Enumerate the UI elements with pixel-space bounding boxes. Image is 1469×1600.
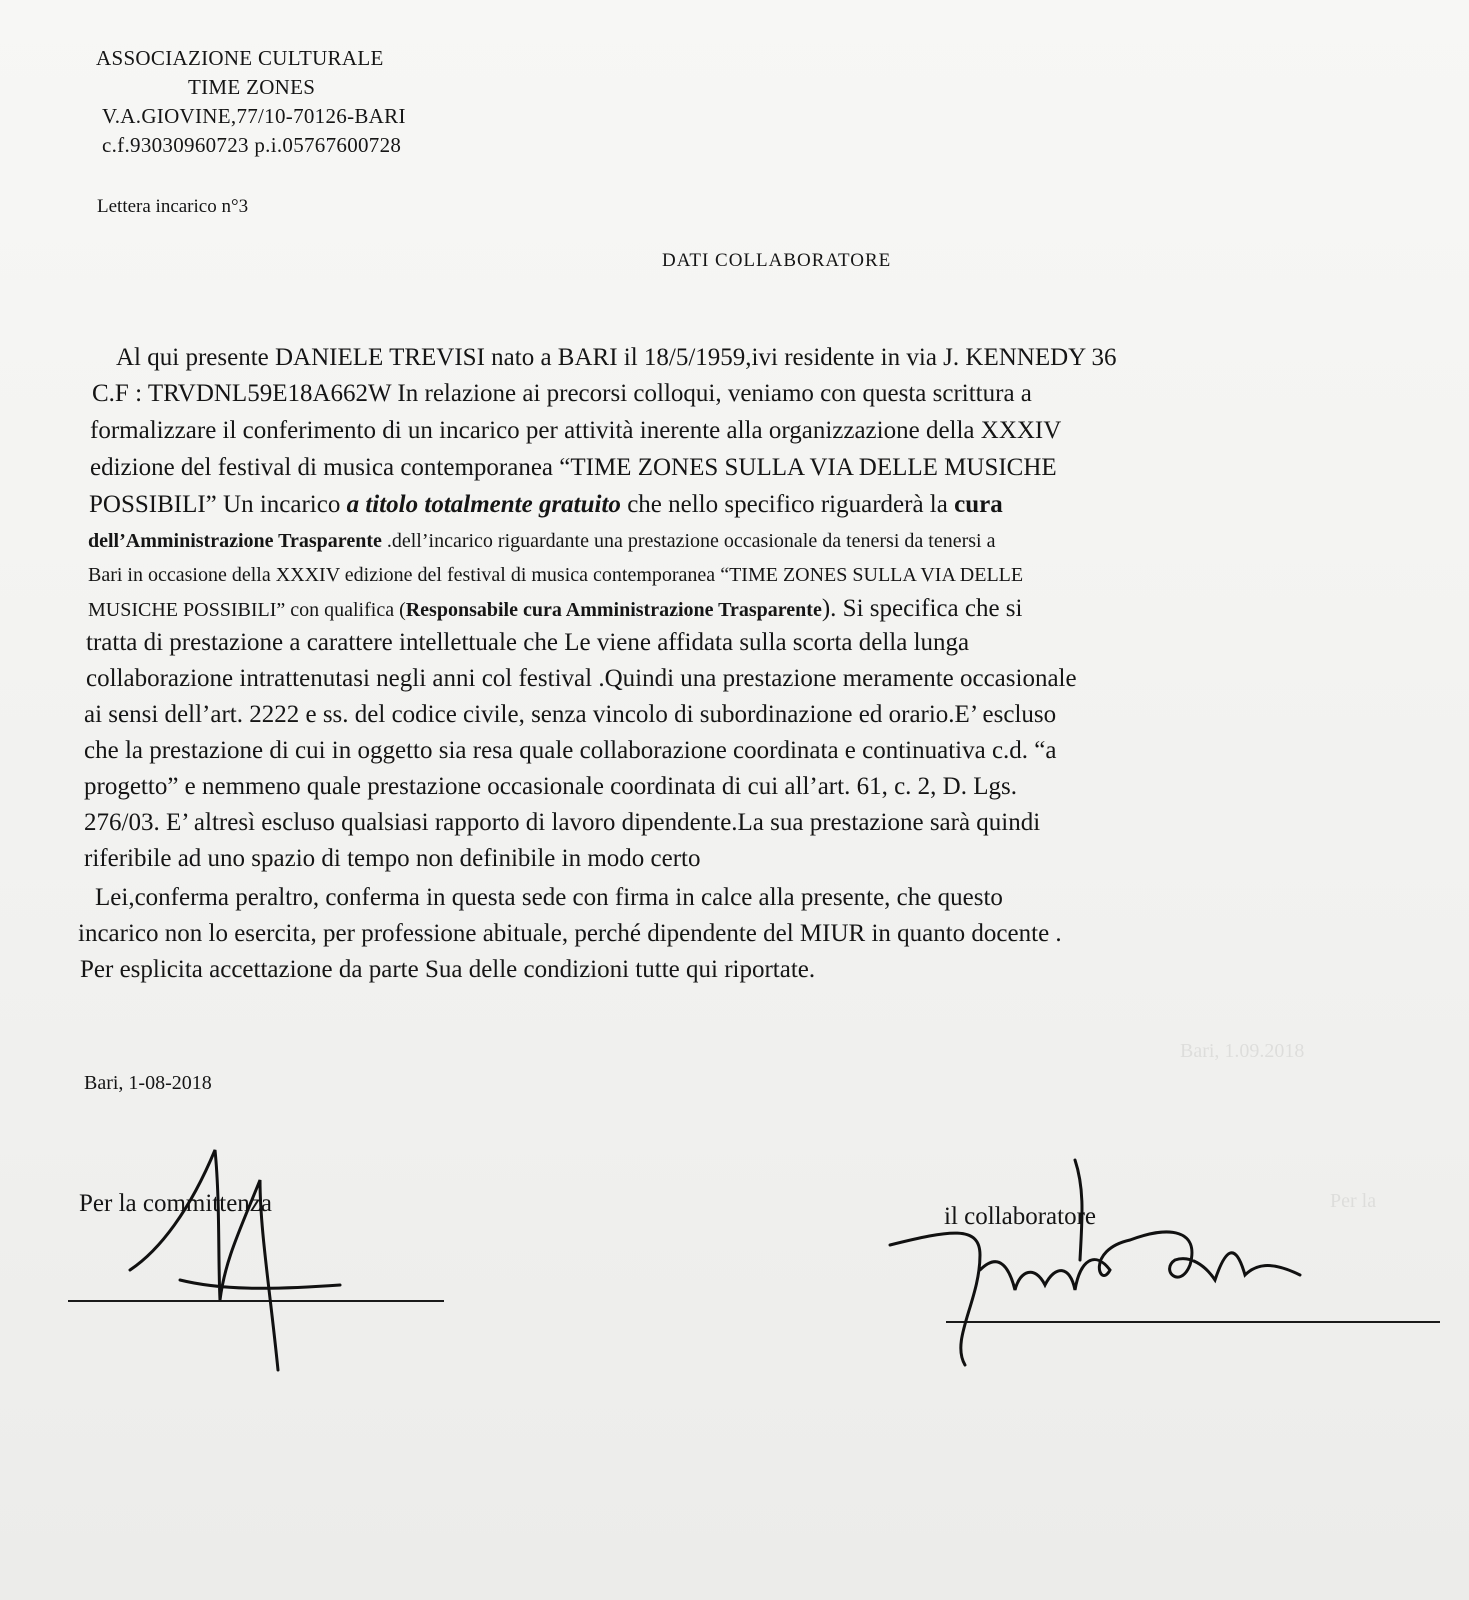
body-line: Al qui presente DANIELE TREVISI nato a BARI il 18/5/1959,ivi residente in via J. KENNEDY 36 [116,344,1117,371]
header-tax-codes: c.f.93030960723 p.i.05767600728 [102,133,402,157]
header-subname: TIME ZONES [188,75,316,99]
body-line: MUSICHE POSSIBILI” con qualifica (Responsabile cura Amministrazione Trasparente). Si specifica che si [88,595,1023,622]
bleed-through-text: Per la [1330,1190,1377,1212]
body-line: C.F : TRVDNL59E18A662W In relazione ai precorsi colloqui, veniamo con questa scrittura a [92,380,1032,407]
header-name: ASSOCIAZIONE CULTURALE [96,46,384,70]
bleed-through-text: Bari, 1.09.2018 [1180,1040,1305,1062]
body-line: che la prestazione di cui in oggetto sia resa quale collaborazione coordinata e continuativa c.d. “a [84,737,1057,764]
body-line: tratta di prestazione a carattere intellettuale che Le viene affidata sulla scorta della lunga [86,629,970,656]
body-line: 276/03. E’ altresì escluso qualsiasi rapporto di lavoro dipendente.La sua prestazione sarà quindi [84,809,1041,836]
letter-reference: Lettera incarico n°3 [97,196,249,217]
document-title: DATI COLLABORATORE [662,250,892,271]
collaborator-signature-label: il collaboratore [944,1203,1097,1230]
association-header [96,44,406,160]
body-line: collaborazione intrattenutasi negli anni col festival .Quindi una prestazione meramente occasionale [86,665,1077,692]
body-line: formalizzare il conferimento di un incarico per attività inerente alla organizzazione della XXXIV [90,417,1062,444]
body-line: POSSIBILI” Un incarico a titolo totalmente gratuito che nello specifico riguarderà la cura [89,491,1003,518]
client-signature-label: Per la committenza [79,1190,272,1217]
body-line: incarico non lo esercita, per professione abituale, perché dipendente del MIUR in quanto docente . [78,920,1062,947]
body-line: ai sensi dell’art. 2222 e ss. del codice civile, senza vincolo di subordinazione ed orario.E’ escluso [84,701,1057,728]
collaborator-signature [870,1150,1340,1380]
gratuitous-emphasis: a titolo totalmente gratuito [346,491,621,518]
qualification-emphasis: Responsabile cura Amministrazione Trasparente [405,599,822,621]
body-line: riferibile ad uno spazio di tempo non definibile in modo certo [84,845,701,872]
body-line: Per esplicita accettazione da parte Sua delle condizioni tutte qui riportate. [80,956,816,983]
body-line: Lei,conferma peraltro, conferma in questa sede con firma in calce alla presente, che questo [95,884,1003,911]
body-line: edizione del festival di musica contemporanea “TIME ZONES SULLA VIA DELLE MUSICHE [90,454,1057,481]
body-line: Bari in occasione della XXXIV edizione del festival di musica contemporanea “TIME ZONES SULLA VIA DELLE [88,564,1024,586]
header-address: V.A.GIOVINE,77/10-70126-BARI [102,104,406,128]
letter-date: Bari, 1-08-2018 [84,1072,212,1094]
client-signature [120,1140,350,1380]
body-line: progetto” e nemmeno quale prestazione occasionale coordinata di cui all’art. 61, c. 2, D. Lgs. [84,773,1017,800]
body-line: dell’Amministrazione Trasparente .dell’incarico riguardante una prestazione occasionale da tenersi da tenersi a [88,530,996,552]
